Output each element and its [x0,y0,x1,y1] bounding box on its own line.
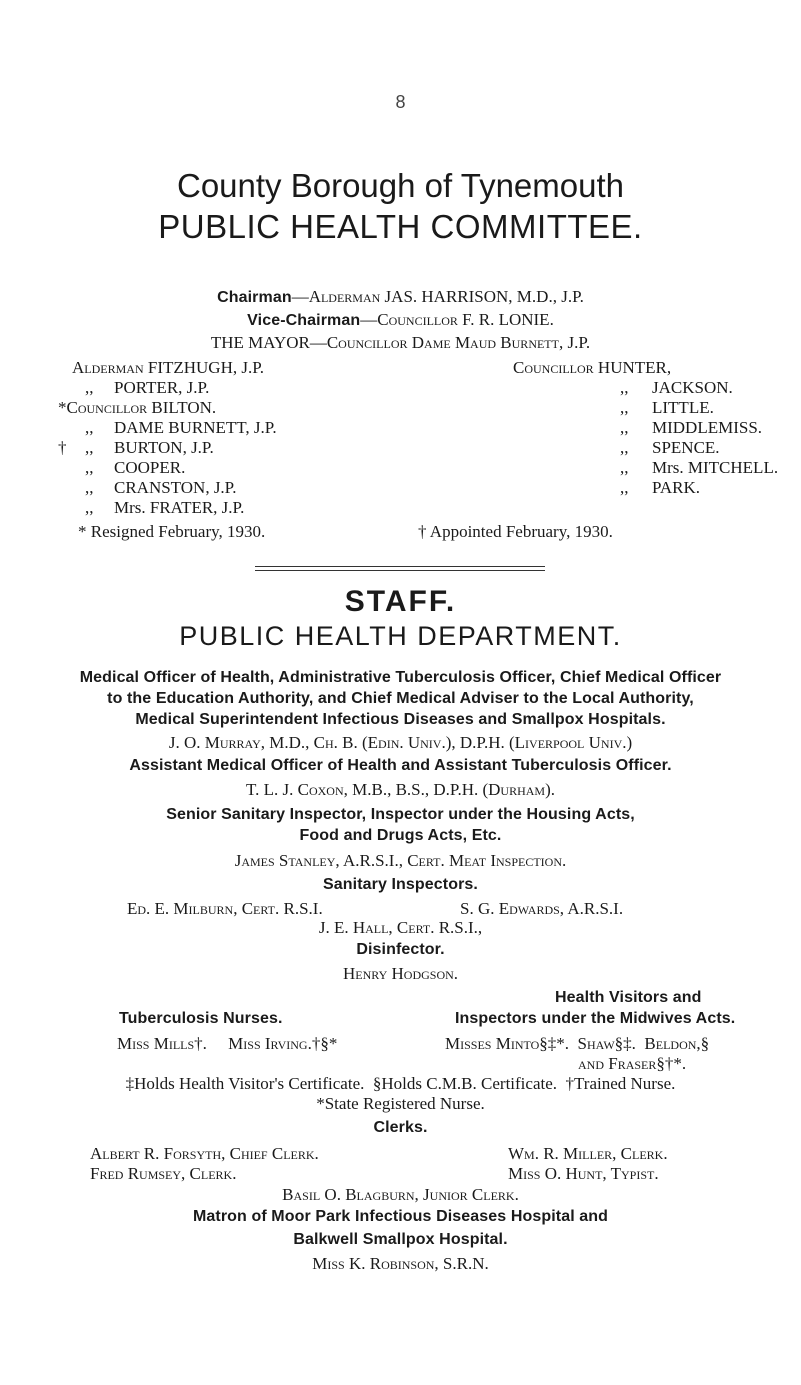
member-row [72,358,264,378]
member-title: Councillor [513,358,594,377]
member-name: MIDDLEMISS. [652,418,763,437]
health-visitors-heading-line: Inspectors under the Midwives Acts. [455,1010,736,1027]
sanitary-inspector-right: S. G. Edwards, A.R.S.I. [460,899,624,918]
senior-inspector-heading-line: Food and Drugs Acts, Etc. [299,827,502,844]
clerk-entry: Wm. R. Miller, Clerk. [508,1144,668,1163]
member-row [85,498,244,518]
member-row [85,418,277,438]
ditto-mark: ,, [85,498,94,517]
disinfector-name: Henry Hodgson. [342,964,459,983]
assistant-moh-name: T. L. J. Coxon, M.B., B.S., D.P.H. (Durham). [245,780,556,799]
health-visitors-line1: Misses Minto§‡*. Shaw§‡. Beldon,§ [445,1034,710,1053]
staff-title: STAFF. [344,585,457,618]
tb-nurses-heading: Tuberculosis Nurses. [119,1010,283,1027]
divider-rule [255,570,545,571]
member-row [620,398,714,418]
member-name: LITTLE. [652,398,714,417]
member-name: Mrs. MITCHELL. [652,458,779,477]
member-row [513,358,671,378]
moh-name: J. O. Murray, M.D., Ch. B. (Edin. Univ.), D.P.H. (Liverpool Univ.) [168,733,633,752]
matron-heading-line: Balkwell Smallpox Hospital. [293,1231,508,1248]
qualifications-line: ‡Holds Health Visitor's Certificate. §Holds C.M.B. Certificate. †Trained Nurse. [125,1074,676,1093]
ditto-mark: ,, [620,458,629,477]
member-name: FITZHUGH, J.P. [147,358,265,377]
assistant-moh-heading: Assistant Medical Officer of Health and Assistant Tuberculosis Officer. [129,757,672,774]
member-row [85,478,237,498]
clerk-entry: Basil O. Blagburn, Junior Clerk. [282,1185,519,1204]
committee-title: PUBLIC HEALTH COMMITTEE. [158,208,643,245]
senior-inspector-heading-line: Senior Sanitary Inspector, Inspector under the Housing Acts, [166,806,635,823]
divider-rule [255,566,545,567]
sanitary-inspectors-heading: Sanitary Inspectors. [323,876,478,893]
member-row [620,438,720,458]
footnote-appointed: † Appointed February, 1930. [418,522,613,541]
moh-heading-line: Medical Officer of Health, Administrative Tuberculosis Officer, Chief Medical Officer [79,669,722,686]
member-name: Mrs. FRATER, J.P. [114,498,245,517]
ditto-mark: ,, [85,378,94,397]
tb-nurses-names: Miss Mills†. Miss Irving.†§* [117,1034,338,1053]
chairman-line [0,287,801,307]
member-row [58,438,214,458]
member-name: COOPER. [114,458,186,477]
dagger-mark: † [58,438,67,457]
vice-chairman-name: —Councillor F. R. LONIE. [360,310,554,329]
member-row [620,478,700,498]
ditto-mark: ,, [85,478,94,497]
disinfector-heading: Disinfector. [356,941,445,958]
ditto-mark: ,, [620,378,629,397]
member-row [620,378,733,398]
member-row [85,458,185,478]
chairman-role: Chairman [217,289,292,306]
clerk-entry: Fred Rumsey, Clerk. [90,1164,237,1183]
clerk-entry: Miss O. Hunt, Typist. [508,1164,659,1183]
member-name: BILTON. [151,398,217,417]
health-visitors-line2: and Fraser§†*. [578,1054,687,1073]
matron-name: Miss K. Robinson, S.R.N. [312,1254,489,1273]
ditto-mark: ,, [620,438,629,457]
member-name: PARK. [652,478,701,497]
senior-inspector-name: James Stanley, A.R.S.I., Cert. Meat Inspection. [234,851,567,870]
ditto-mark: ,, [85,418,94,437]
department-title: PUBLIC HEALTH DEPARTMENT. [179,621,622,651]
member-name: BURTON, J.P. [114,438,214,457]
moh-heading-line: to the Education Authority, and Chief Medical Adviser to the Local Authority, [107,690,694,707]
vice-chairman-line [0,310,801,330]
footnote-resigned: * Resigned February, 1930. [78,522,266,541]
member-row [85,378,209,398]
member-row [58,398,216,418]
member-row [620,458,778,478]
member-name: DAME BURNETT, J.P. [114,418,277,437]
member-name: SPENCE. [652,438,720,457]
member-name: HUNTER, [597,358,672,377]
chairman-name: —Alderman JAS. HARRISON, M.D., J.P. [291,287,584,306]
vice-chairman-role: Vice-Chairman [247,312,361,329]
member-title: Alderman [72,358,144,377]
state-registered-note: *State Registered Nurse. [316,1094,485,1113]
health-visitors-heading-line: Health Visitors and [555,989,702,1006]
ditto-mark: ,, [85,438,94,457]
page-number: 8 [395,92,406,112]
moh-heading-line: Medical Superintendent Infectious Diseases and Smallpox Hospitals. [135,711,666,728]
ditto-mark: ,, [620,398,629,417]
sanitary-inspector-left: Ed. E. Milburn, Cert. R.S.I. [127,899,323,918]
ditto-mark: ,, [620,418,629,437]
member-row [620,418,762,438]
ditto-mark: ,, [620,478,629,497]
clerk-entry: Albert R. Forsyth, Chief Clerk. [90,1144,319,1163]
ditto-mark: ,, [85,458,94,477]
member-name: CRANSTON, J.P. [114,478,237,497]
matron-heading-line: Matron of Moor Park Infectious Diseases Hospital and [192,1208,609,1225]
member-title: *Councillor [58,398,148,417]
member-name: PORTER, J.P. [114,378,210,397]
clerks-heading: Clerks. [373,1119,428,1136]
member-name: JACKSON. [652,378,733,397]
borough-title: County Borough of Tynemouth [176,167,624,204]
mayor-line: THE MAYOR—Councillor Dame Maud Burnett, J.P. [210,333,591,352]
sanitary-inspector-center: J. E. Hall, Cert. R.S.I., [318,918,483,937]
